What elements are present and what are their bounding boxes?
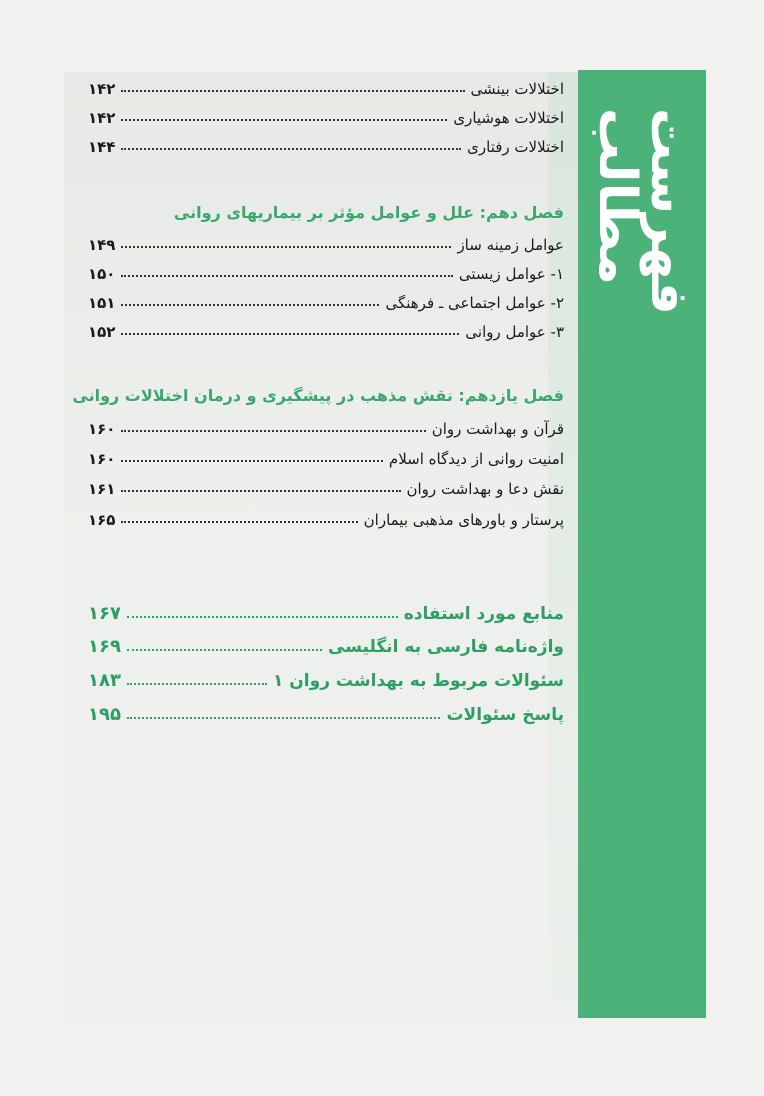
toc-entry[interactable]	[88, 412, 564, 438]
entry-page: ۱۹۵	[88, 704, 121, 725]
entry-label: قرآن و بهداشت روان	[431, 420, 564, 438]
dot-leader	[121, 521, 357, 523]
toc-title: فهرست مطالب	[587, 108, 699, 315]
chapter-11-heading: فصل یازدهم: نقش مذهب در پیشگیری و درمان اختلالات روانی	[72, 386, 564, 405]
dot-leader	[121, 148, 461, 150]
dot-leader	[127, 683, 267, 685]
toc-entry-major[interactable]	[88, 699, 564, 725]
entry-page: ۱۴۲	[88, 109, 116, 127]
entry-page: ۱۵۱	[88, 294, 116, 312]
entry-page: ۱۵۰	[88, 265, 116, 283]
toc-entry-major[interactable]	[88, 598, 564, 624]
entry-page: ۱۴۹	[88, 236, 116, 254]
entry-label: امنیت روانی از دیدگاه اسلام	[388, 450, 564, 468]
entry-page: ۱۶۷	[88, 603, 121, 624]
dot-leader	[121, 460, 382, 462]
entry-page: ۱۶۰	[88, 450, 116, 468]
dot-leader	[121, 490, 400, 492]
entry-page: ۱۴۲	[88, 80, 116, 98]
dot-leader	[121, 430, 425, 432]
entry-page: ۱۶۰	[88, 420, 116, 438]
dot-leader	[127, 616, 398, 618]
dot-leader	[121, 90, 464, 92]
toc-entry-major[interactable]	[88, 631, 564, 657]
toc-entry[interactable]	[88, 503, 564, 529]
entry-label: ۲- عوامل اجتماعی ـ فرهنگی	[385, 294, 564, 312]
toc-entry[interactable]	[88, 101, 564, 127]
dot-leader	[127, 649, 322, 651]
entry-page: ۱۸۳	[88, 670, 121, 691]
entry-page: ۱۶۹	[88, 636, 121, 657]
toc-entry[interactable]	[88, 315, 564, 341]
entry-page: ۱۵۲	[88, 323, 116, 341]
toc-entry-major[interactable]	[88, 665, 564, 691]
dot-leader	[121, 246, 451, 248]
dot-leader	[121, 275, 452, 277]
toc-entry[interactable]	[88, 72, 564, 98]
toc-entry[interactable]	[88, 257, 564, 283]
entry-label: منابع مورد استفاده	[403, 604, 564, 624]
entry-label: پرستار و باورهای مذهبی بیماران	[363, 511, 564, 529]
toc-entry[interactable]	[88, 442, 564, 468]
entry-label: اختلالات بینشی	[470, 80, 564, 98]
entry-page: ۱۶۱	[88, 480, 116, 498]
entry-label: سئوالات مربوط به بهداشت روان ۱	[272, 671, 564, 691]
entry-label: اختلالات هوشیاری	[453, 109, 564, 127]
dot-leader	[121, 119, 447, 121]
entry-label: واژه‌نامه فارسی به انگلیسی	[328, 637, 564, 657]
entry-label: عوامل زمینه ساز	[457, 236, 564, 254]
dot-leader	[121, 304, 379, 306]
entry-label: ۳- عوامل روانی	[465, 323, 564, 341]
toc-entry[interactable]	[88, 286, 564, 312]
dot-leader	[127, 717, 440, 719]
entry-label: ۱- عوامل زیستی	[458, 265, 564, 283]
entry-label: نقش دعا و بهداشت روان	[406, 480, 564, 498]
chapter-10-heading: فصل دهم: علل و عوامل مؤثر بر بیماریهای روانی	[173, 203, 564, 222]
toc-entry[interactable]	[88, 130, 564, 156]
toc-entry[interactable]	[88, 472, 564, 498]
entry-label: اختلالات رفتاری	[467, 138, 564, 156]
dot-leader	[121, 333, 459, 335]
entry-page: ۱۴۴	[88, 138, 116, 156]
entry-page: ۱۶۵	[88, 511, 116, 529]
entry-label: پاسخ سئوالات	[446, 705, 564, 725]
toc-entry[interactable]	[88, 228, 564, 254]
